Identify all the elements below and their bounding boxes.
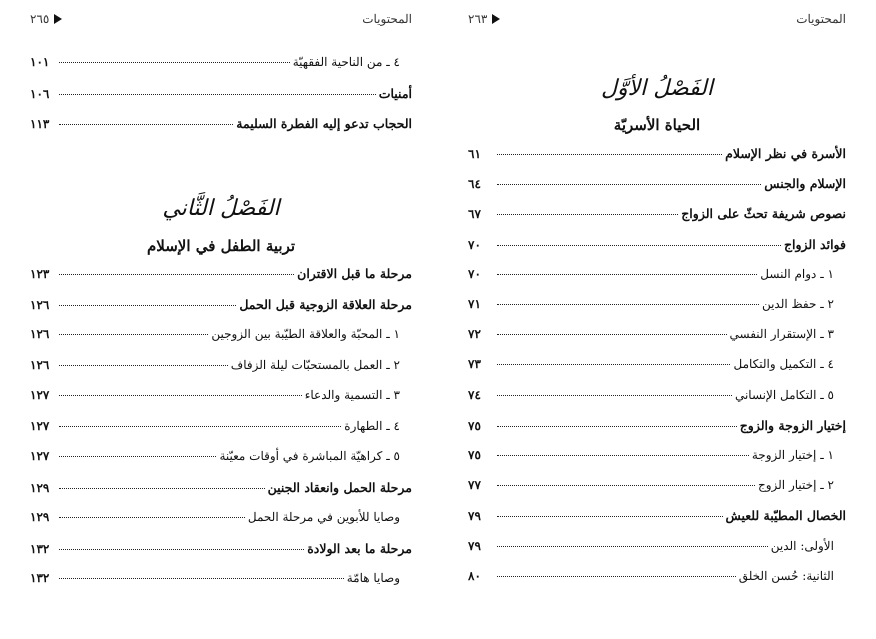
- toc-entry-page-number: ١٢٩: [30, 510, 50, 524]
- toc-entry: [30, 86, 412, 108]
- toc-entry: [30, 266, 412, 288]
- toc-entry: [30, 510, 412, 532]
- toc-entry: [468, 267, 846, 289]
- toc-entry: [30, 571, 412, 593]
- toc-entry-page-number: ١٢٣: [30, 267, 50, 281]
- chapter-heading: الفَصْلُ الأوَّل: [601, 76, 713, 101]
- toc-entry: [30, 327, 412, 349]
- dot-leader: [59, 578, 344, 579]
- toc-entry-page-number: ١٠٦: [30, 86, 50, 101]
- toc-entry: [30, 358, 412, 380]
- toc-entry-label: ٢ ـ إختيار الزوج: [757, 478, 834, 493]
- toc-entry-label: الأولى: الدين: [770, 538, 834, 553]
- toc-entry-page-number: ١٢٧: [30, 449, 50, 463]
- page-header: [468, 12, 846, 30]
- toc-entry: [468, 508, 846, 530]
- toc-entry-label: ١ ـ إختيار الزوجة: [751, 448, 834, 462]
- toc-entry-label: ١ ـ المحبّة والعلاقة الطيّبة بين الزوجين: [211, 327, 400, 341]
- toc-entry: [468, 357, 846, 379]
- toc-entry-page-number: ٦١: [468, 147, 481, 161]
- triangle-marker-icon: [54, 14, 62, 24]
- header-title: المحتويات: [362, 12, 412, 26]
- toc-entry-label: الحجاب تدعو إليه الفطرة السليمة: [236, 116, 412, 131]
- toc-entry-label: ٢ ـ العمل بالمستحبّات ليلة الزفاف: [230, 357, 400, 372]
- toc-entry-label: أمنيات: [378, 85, 412, 101]
- dot-leader: [497, 334, 727, 335]
- header-page-number: [30, 12, 62, 26]
- header-page-number: [468, 12, 500, 26]
- dot-leader: [59, 549, 304, 550]
- page-number: ٢٦٣: [468, 12, 488, 26]
- toc-entry-page-number: ٧٠: [468, 266, 481, 281]
- toc-entry-label: الخصال المطيّبة للعيش: [725, 508, 846, 524]
- toc-entry-page-number: ٧٤: [468, 387, 481, 402]
- toc-entry-page-number: ١٢٩: [30, 480, 50, 495]
- toc-entry-label: ١ ـ دوام النسل: [760, 266, 834, 281]
- dot-leader: [59, 62, 290, 63]
- toc-entry-label: مرحلة الحمل وانعقاد الجنين: [267, 479, 412, 495]
- toc-entry-label: ٤ ـ من الناحية الفقهيّة: [292, 55, 400, 69]
- dot-leader: [59, 426, 341, 427]
- toc-entry-page-number: ٧٥: [468, 418, 481, 433]
- toc-entry-label: الثانية: حُسن الخلق: [738, 568, 834, 583]
- toc-entry-label: الإسلام والجنس: [764, 176, 846, 192]
- toc-entry-page-number: ١٢٦: [30, 327, 50, 341]
- page-number: ٢٦٥: [30, 12, 50, 26]
- toc-entry-page-number: ٦٧: [468, 207, 481, 222]
- toc-entry-page-number: ١١٣: [30, 117, 50, 131]
- toc-entry-page-number: ٦٤: [468, 177, 481, 192]
- dot-leader: [497, 485, 755, 486]
- toc-entry: [468, 176, 846, 198]
- dot-leader: [497, 304, 759, 305]
- toc-entry-page-number: ٧١: [468, 297, 481, 311]
- toc-entry-label: مرحلة العلاقة الزوجية قبل الحمل: [239, 296, 412, 312]
- toc-entry-page-number: ٧٧: [468, 478, 481, 493]
- toc-entry: [30, 116, 412, 138]
- toc-entry-label: ٣ ـ التسمية والدعاء: [304, 388, 400, 402]
- dot-leader: [497, 395, 732, 396]
- dot-leader: [497, 455, 749, 456]
- left-page: [30, 0, 412, 639]
- toc-entry-label: ٤ ـ التكميل والتكامل: [733, 357, 834, 372]
- toc-entry-page-number: ٧٢: [468, 327, 481, 342]
- toc-entry-label: ٥ ـ التكامل الإنساني: [734, 387, 834, 402]
- toc-entry: [468, 569, 846, 591]
- toc-entry-label: وصايا للأبوين في مرحلة الحمل: [247, 510, 400, 524]
- dot-leader: [497, 516, 723, 517]
- dot-leader: [497, 184, 761, 185]
- toc-entry-page-number: ١٣٢: [30, 541, 50, 556]
- toc-entry-label: ٥ ـ كراهيّة المباشرة في أوقات معيّنة: [219, 449, 400, 463]
- toc-entry: [30, 55, 412, 77]
- dot-leader: [497, 426, 737, 427]
- triangle-marker-icon: [492, 14, 500, 24]
- toc-entry: [468, 418, 846, 440]
- dot-leader: [497, 214, 678, 215]
- toc-entry-page-number: ١٢٦: [30, 297, 50, 312]
- header-title: المحتويات: [796, 12, 846, 26]
- toc-entry: [468, 539, 846, 561]
- dot-leader: [497, 154, 722, 155]
- dot-leader: [59, 395, 302, 396]
- toc-entry-label: ٢ ـ حفظ الدين: [761, 297, 834, 311]
- toc-entry-label: مرحلة ما بعد الولادة: [307, 540, 412, 556]
- toc-entry: [30, 480, 412, 502]
- toc-entry: [468, 448, 846, 470]
- toc-entry: [30, 541, 412, 563]
- toc-entry-label: ٣ ـ الإستقرار النفسي: [729, 327, 834, 342]
- toc-entry-page-number: ١٢٧: [30, 388, 50, 402]
- page-header: [30, 12, 412, 30]
- toc-entry: [30, 297, 412, 319]
- dot-leader: [497, 245, 781, 246]
- dot-leader: [497, 576, 736, 577]
- section-title: تربية الطفل في الإسلام: [146, 237, 296, 255]
- toc-entry-label: فوائد الزواج: [783, 236, 846, 252]
- dot-leader: [59, 365, 228, 366]
- toc-entry-page-number: ٨٠: [468, 568, 481, 583]
- toc-entry-page-number: ١٣٢: [30, 571, 50, 585]
- toc-entry: [468, 237, 846, 259]
- toc-entry-label: الأسرة في نظر الإسلام: [725, 146, 846, 161]
- toc-entry-page-number: ٧٣: [468, 357, 481, 372]
- dot-leader: [59, 334, 208, 335]
- right-page: [468, 0, 846, 639]
- toc-entry-label: ٤ ـ الطهارة: [344, 418, 400, 433]
- section-title: الحياة الأسريّة: [613, 116, 701, 134]
- dot-leader: [497, 546, 768, 547]
- toc-entry-label: نصوص شريفة تحثّ على الزواج: [681, 206, 846, 222]
- toc-entry-label: إختيار الزوجة والزوج: [739, 417, 846, 433]
- toc-entry: [30, 449, 412, 471]
- toc-entry-page-number: ٧٩: [468, 509, 481, 524]
- toc-entry-page-number: ٧٠: [468, 237, 481, 252]
- dot-leader: [59, 305, 236, 306]
- dot-leader: [59, 456, 216, 457]
- dot-leader: [59, 517, 245, 518]
- toc-entry: [468, 478, 846, 500]
- toc-entry-page-number: ١٠١: [30, 55, 50, 69]
- toc-entry-page-number: ١٢٧: [30, 418, 50, 433]
- toc-entry: [468, 388, 846, 410]
- toc-entry: [468, 327, 846, 349]
- dot-leader: [497, 364, 730, 365]
- toc-entry-label: مرحلة ما قبل الاقتران: [297, 266, 412, 281]
- toc-entry-label: وصايا هامّة: [346, 571, 400, 585]
- chapter-heading: الفَصْلُ الثَّاني: [162, 196, 280, 221]
- toc-entry: [30, 419, 412, 441]
- dot-leader: [497, 274, 757, 275]
- dot-leader: [59, 124, 233, 125]
- toc-entry: [30, 388, 412, 410]
- toc-entry: [468, 146, 846, 168]
- toc-entry-page-number: ٧٩: [468, 538, 481, 553]
- toc-entry: [468, 206, 846, 228]
- dot-leader: [59, 488, 265, 489]
- toc-entry: [468, 297, 846, 319]
- dot-leader: [59, 94, 376, 95]
- dot-leader: [59, 274, 294, 275]
- toc-entry-page-number: ٧٥: [468, 448, 481, 462]
- toc-entry-page-number: ١٢٦: [30, 357, 50, 372]
